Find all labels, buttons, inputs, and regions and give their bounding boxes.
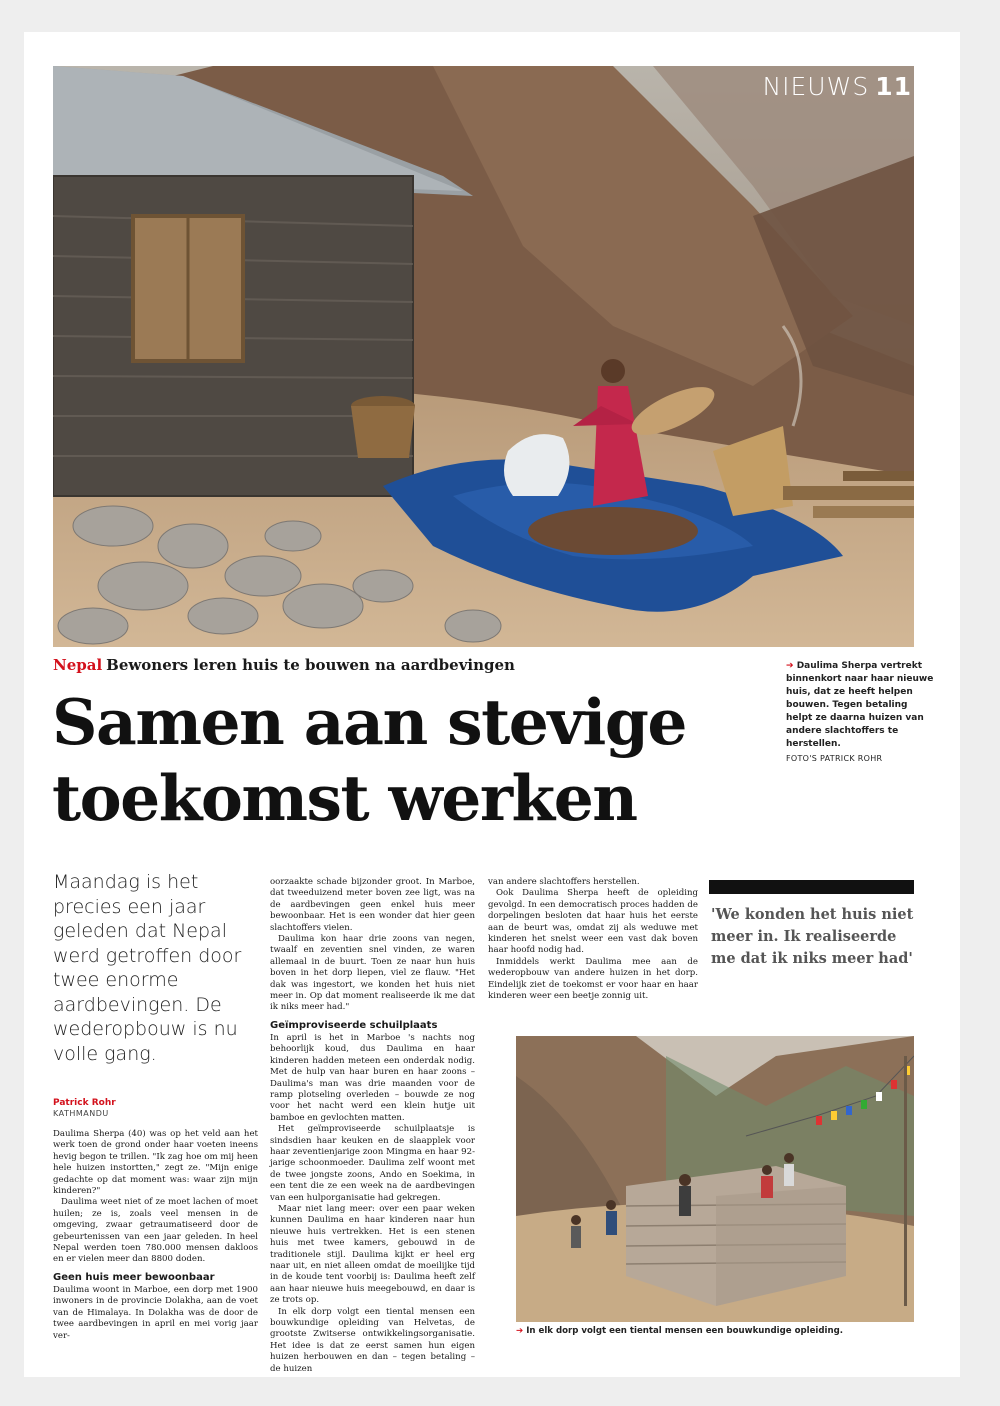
paragraph: Daulima weet niet of ze moet lachen of moet huilen; ze is, zoals veel mensen in de omgeving, zwaar getraumatiseerd door de gebeurtenissen van een jaar geleden. In heel Nepal werden toen 780.000 mensen dakloos en er vielen meer dan 8800 doden. (53, 1197, 258, 1265)
byline-place: KATHMANDU (53, 1109, 109, 1118)
article-column-3 (488, 877, 698, 1002)
article-column-1 (53, 1129, 258, 1342)
kicker (53, 656, 515, 674)
arrow-icon: ➔ (516, 1326, 524, 1336)
paragraph: Het geïmproviseerde schuilplaatsje is sindsdien haar keuken en de slaapplek voor haar zeventienjarige zoon Mingma en haar 92-jarige schoonmoeder. Daulima zelf woont met de twee jongste zoons, Ando en Soekima, in een tent die ze een week na de aardbevingen van een hulporganisatie had gekregen. (270, 1124, 475, 1203)
paragraph: Daulima woont in Marboe, een dorp met 1900 inwoners in de provincie Dolakha, aan de voet van de Himalaya. In Dolakha was de door de twee aardbevingen in april en mei vorig jaar ver- (53, 1284, 258, 1341)
construction-photo-caption (516, 1326, 916, 1336)
subheading: Geïmproviseerde schuilplaats (270, 1019, 438, 1031)
paragraph: Daulima kon haar drie zoons van negen, twaalf en zeventien snel vinden, ze waren allemaal in de buurt. Toen ze naar hun huis boven in het dorp liepen, viel ze flauw. "Het dak was ingestort, we konden het huis niet meer in. Op dat moment realiseerde ik me dat ik niks meer had." (270, 934, 475, 1013)
caption-text: In elk dorp volgt een tiental mensen een bouwkundige opleiding. (526, 1326, 844, 1336)
section-label (762, 72, 912, 101)
paragraph: oorzaakte schade bijzonder groot. In Marboe, dat tweeduizend meter boven zee ligt, was na de aardbevingen geen enkel huis meer bewoonbaar. Het is een wonder dat hier geen slachtoffers vielen. (270, 877, 475, 933)
page-number: 11 (875, 72, 912, 101)
main-photo-caption (786, 660, 936, 765)
byline (53, 1098, 258, 1118)
kicker-text: Bewoners leren huis te bouwen na aardbevingen (106, 656, 515, 674)
pull-quote: 'We konden het huis niet meer in. Ik realiseerde me dat ik niks meer had' (711, 906, 914, 967)
construction-photo (516, 1036, 914, 1322)
photo-credit: FOTO'S PATRICK ROHR (786, 754, 883, 763)
article-column-2 (270, 877, 475, 1375)
paragraph: Inmiddels werkt Daulima mee aan de wederopbouw van andere huizen in het dorp. Eindelijk ziet de toekomst er voor haar en haar kinderen weer een beetje zonnig uit. (488, 956, 698, 1002)
paragraph: Daulima Sherpa (40) was op het veld aan het werk toen de grond onder haar voeten ineens hevig begon te trillen. "Ik zag hoe om mij heen hele huizen instortten," zegt ze. "Mijn enige gedachte op dat moment was: waar zijn mijn kinderen?" (53, 1129, 258, 1197)
main-photo (53, 66, 914, 647)
mountain-village-illustration (53, 66, 914, 647)
headline-line-2: toekomst werken (52, 761, 637, 835)
caption-text: Daulima Sherpa vertrekt binnenkort naar haar nieuwe huis, dat ze heeft helpen bouwen. Tegen betaling helpt ze daarna huizen van andere slachtoffers te herstellen. (786, 661, 934, 749)
paragraph: In elk dorp volgt een tiental mensen een bouwkundige opleiding van Helvetas, de grootste Zwitserse ontwikkelingsorganisatie. Het idee is dat ze eerst samen hun eigen huizen herbouwen en dan – tegen betaling – de huizen (270, 1306, 475, 1374)
paragraph: Maar niet lang meer: over een paar weken kunnen Daulima en haar kinderen naar hun nieuwe huis vertrekken. Het is een stenen huis met twee kamers, gebouwd in de traditionele stijl. Daulima kijkt er heel erg naar uit, en niet alleen omdat de moeilijke tijd in de koude tent voorbij is: Daulima heeft zelf aan haar nieuwe huis meegebouwd, en daar is ze trots op. (270, 1203, 475, 1306)
quote-bar (709, 880, 914, 894)
kicker-tag: Nepal (53, 656, 103, 674)
headline (52, 684, 742, 836)
arrow-icon: ➔ (786, 661, 794, 671)
intro-lead: Maandag is het precies een jaar geleden dat Nepal werd getroffen door twee enorme aardbevingen. De wederopbouw is nu volle gang. (53, 871, 242, 1065)
paragraph: Ook Daulima Sherpa heeft de opleiding gevolgd. In een democratisch proces hadden de dorpelingen besloten dat haar huis het eerste aan de beurt was, omdat zij als weduwe met kinderen het snelst weer een vast dak boven haar hoofd nodig had. (488, 888, 698, 956)
headline-line-1: Samen aan stevige (52, 685, 687, 759)
paragraph: van andere slachtoffers herstellen. (488, 877, 640, 887)
construction-illustration (516, 1036, 914, 1322)
paragraph: In april is het in Marboe 's nachts nog behoorlijk koud, dus Daulima en haar kinderen hadden meteen een onderdak nodig. Met de hulp van haar buren en haar zoons – Daulima's man was drie maanden voor de ramp plotseling overleden – bouwde ze nog voor het nacht werd een klein hutje uit bamboe en gevlochten matten. (270, 1032, 475, 1123)
section-name: NIEUWS (762, 72, 870, 101)
subheading: Geen huis meer bewoonbaar (53, 1271, 215, 1283)
byline-author: Patrick Rohr (53, 1098, 116, 1108)
